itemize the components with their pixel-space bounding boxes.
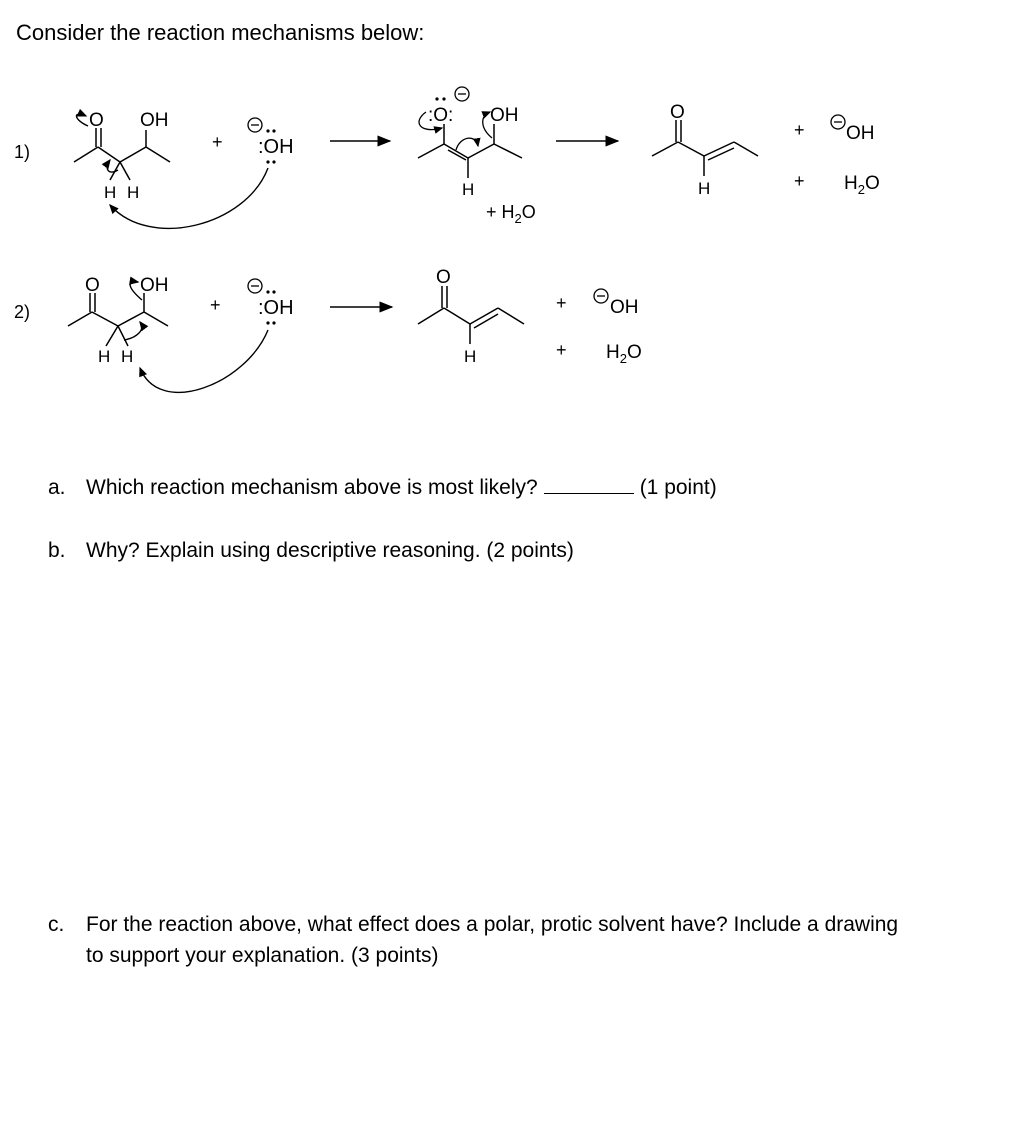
plus-sign: + <box>210 295 221 315</box>
mechanism-2 <box>14 267 642 392</box>
alpha-h-right: H <box>127 183 140 202</box>
intermediate-oh: OH <box>490 105 519 126</box>
enone-product <box>652 120 758 176</box>
alpha-h-left: H <box>98 347 111 366</box>
question-letter: a. <box>48 476 66 499</box>
enolate-oxygen: :O: <box>428 105 454 126</box>
question-a <box>48 472 717 503</box>
deprotonation-arrow <box>140 330 268 392</box>
product-water: $H_2O$ <box>606 342 642 366</box>
reaction-scheme <box>0 0 1032 430</box>
mechanism-label: 2) <box>14 302 31 322</box>
question-points: (1 point) <box>639 476 717 499</box>
question-b <box>48 535 574 566</box>
substrate-oh: OH <box>140 275 169 296</box>
substrate-molecule <box>74 128 170 180</box>
substrate-oh: OH <box>140 110 169 131</box>
hydroxide-nucleophile: :OH <box>258 297 294 319</box>
intermediate-water: + $H_2O$ <box>486 202 536 226</box>
product-h: H <box>698 179 711 198</box>
product-hydroxide: OH <box>610 297 639 318</box>
alpha-h-right: H <box>121 347 134 366</box>
plus-sign: + <box>556 293 567 313</box>
plus-sign: + <box>794 171 805 191</box>
hydroxide-nucleophile: :OH <box>258 136 294 158</box>
question-text: Why? Explain using descriptive reasoning. (2 points) <box>86 539 574 562</box>
hydroxide-charge <box>248 279 262 293</box>
plus-sign: + <box>556 340 567 360</box>
curved-arrow <box>456 138 478 150</box>
hydroxide-charge <box>831 115 845 129</box>
substrate-carbonyl-o: O <box>85 275 100 296</box>
plus-sign: + <box>794 120 805 140</box>
question-letter: b. <box>48 539 66 562</box>
plus-sign: + <box>212 132 223 152</box>
question-c <box>48 909 916 971</box>
mechanism-label: 1) <box>14 142 31 162</box>
page-heading: Consider the reaction mechanisms below: <box>16 20 425 45</box>
hydroxide-charge <box>594 289 608 303</box>
enolate-charge <box>455 87 469 101</box>
product-carbonyl-o: O <box>670 102 685 123</box>
substrate-molecule <box>68 293 168 346</box>
product-h: H <box>464 347 477 366</box>
intermediate-h: H <box>462 180 475 199</box>
question-text: For the reaction above, what effect does a polar, protic solvent have? Include a drawing to support your explanation. (3 points) <box>86 913 899 967</box>
product-hydroxide: OH <box>846 123 875 144</box>
alpha-h-left: H <box>104 183 117 202</box>
substrate-carbonyl-o: O <box>89 110 104 131</box>
answer-blank[interactable] <box>544 475 634 494</box>
curved-arrow <box>124 322 142 340</box>
curved-arrow <box>107 160 118 172</box>
question-text: Which reaction mechanism above is most likely? <box>86 476 538 499</box>
product-water: $H_2O$ <box>844 173 880 197</box>
product-carbonyl-o: O <box>436 267 451 288</box>
mechanism-1 <box>14 87 880 228</box>
hydroxide-charge <box>248 118 262 132</box>
curved-arrow <box>76 114 88 126</box>
enolate-intermediate <box>418 124 522 178</box>
enone-product <box>418 286 524 344</box>
question-letter: c. <box>48 913 65 936</box>
